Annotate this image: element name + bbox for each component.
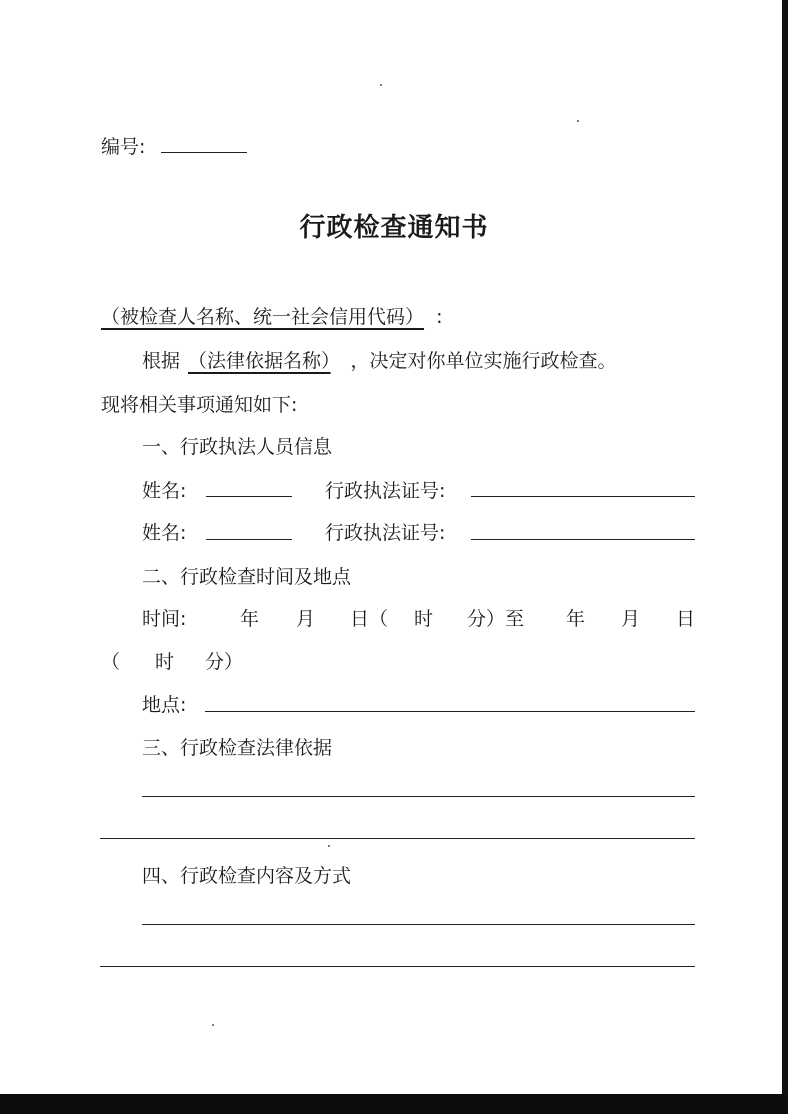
officer-2-name-label: 姓名: [142, 522, 187, 544]
addressee-row [101, 302, 442, 329]
document-number-row [101, 132, 247, 159]
time-unit-year-end: 年 [566, 608, 586, 630]
time-unit-minute-to: 分）至 [467, 608, 525, 630]
basis-sentence [142, 346, 617, 373]
officer-1-cert-blank[interactable] [471, 496, 695, 497]
section-1-heading: 一、行政执法人员信息 [142, 436, 333, 458]
time-unit-month: 月 [296, 608, 316, 630]
scan-speck [380, 84, 382, 86]
document-number-label: 编号: [101, 136, 146, 158]
basis-suffix: ，决定对你单位实施行政检查。 [350, 350, 617, 372]
officer-2-cert-label: 行政执法证号: [325, 522, 446, 544]
time-label: 时间: [142, 608, 187, 630]
document-title: 行政检查通知书 [299, 213, 489, 243]
time-unit-hour: 时 [414, 608, 434, 630]
scan-edge-bottom [0, 1094, 788, 1114]
section-3-heading: 三、行政检查法律依据 [142, 737, 333, 759]
officer-1-cert-label: 行政执法证号: [325, 480, 446, 502]
officer-2-name-blank[interactable] [206, 539, 292, 540]
document-number-blank[interactable] [161, 151, 247, 153]
time-unit-open-paren: （ [101, 651, 121, 673]
officer-1-name-label: 姓名: [142, 480, 187, 502]
legal-basis-line-2[interactable] [100, 838, 695, 839]
basis-prefix: 根据 [142, 350, 181, 372]
time-unit-day-open: 日（ [350, 608, 389, 630]
addressee-colon: : [436, 306, 443, 328]
officer-1-name-blank[interactable] [206, 496, 292, 497]
addressee-placeholder[interactable]: （被检查人名称、统一社会信用代码） [101, 306, 425, 328]
basis-placeholder[interactable]: （法律依据名称） [188, 350, 331, 372]
scan-edge-right [782, 0, 788, 1114]
legal-basis-line-1[interactable] [142, 796, 695, 797]
time-unit-minute-end: 分） [205, 651, 244, 673]
intro-text: 现将相关事项通知如下: [101, 394, 298, 416]
time-unit-hour-end: 时 [155, 651, 175, 673]
section-2-heading: 二、行政检查时间及地点 [142, 566, 352, 588]
time-unit-day-end: 日 [676, 608, 696, 630]
scan-speck [212, 1024, 214, 1026]
scan-speck [577, 120, 579, 122]
content-method-line-2[interactable] [100, 966, 695, 967]
time-unit-month-end: 月 [621, 608, 641, 630]
place-label: 地点: [142, 694, 187, 716]
section-4-heading: 四、行政检查内容及方式 [142, 865, 352, 887]
content-method-line-1[interactable] [142, 924, 695, 925]
officer-2-cert-blank[interactable] [471, 539, 695, 540]
scan-speck [328, 845, 330, 847]
place-blank[interactable] [205, 711, 695, 712]
time-unit-year: 年 [240, 608, 260, 630]
